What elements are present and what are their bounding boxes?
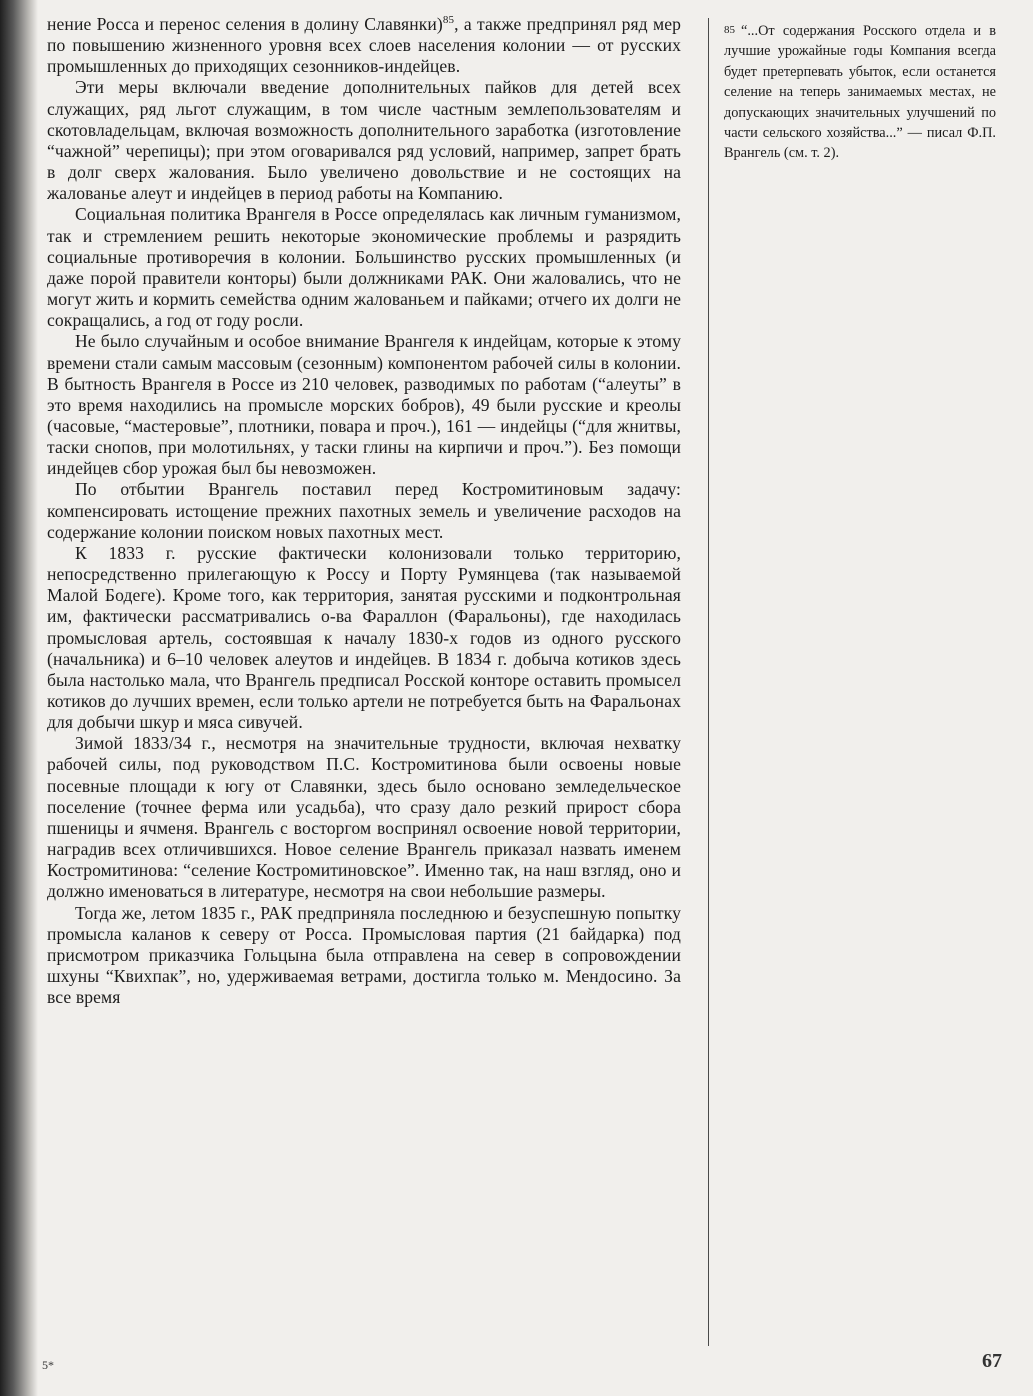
paragraph: Не было случайным и особое внимание Врангеля к индейцам, которые к этому времени стали самым массовым (сезонным) компонентом рабочей силы в колонии. В бытность Врангеля в Россе из 210 человек, разводимых по работам (“алеуты” в это время находились на промысле морских бобров), 49 были русские и креолы (часовые, “мастеровые”, плотники, повара и проч.), 161 — индейцы (“для жнитвы, таски снопов, при молотильнях, у таски глины на кирпичи и проч.”). Без помощи индейцев сбор урожая был бы невозможен. — [47, 331, 681, 479]
column-divider — [708, 18, 709, 1346]
paragraph-text: нение Росса и перенос селения в долину Славянки) — [47, 14, 443, 34]
footnote — [724, 20, 996, 164]
paragraph: Тогда же, летом 1835 г., РАК предприняла последнюю и безуспешную попытку промысла каланов к северу от Росса. Промысловая партия (21 байдарка) под присмотром приказчика Гольцына была отправлена на север в сопровождении шхуны “Квихпак”, но, удерживаемая ветрами, достигла только м. Мендосино. За все время — [47, 902, 681, 1008]
main-text-column — [47, 14, 681, 1008]
footnote-ref: 85 — [442, 14, 455, 27]
paragraph-text-continued: , а также предпринял ряд мер по повышению жизненного уровня всех слоев населения колонии — от русских промышленных до приходящих сезонников-индейцев. — [47, 14, 682, 77]
signature-mark: 5* — [42, 1358, 54, 1372]
page-number: 67 — [982, 1350, 1002, 1372]
paragraph: Социальная политика Врангеля в Россе определялась как личным гуманизмом, так и стремлением решить некоторые экономические проблемы и разрядить социальные противоречия в колонии. Большинство русских промышленных (и даже порой правители конторы) были должниками РАК. Они жаловались, что не могут жить и кормить семейства одним жалованьем и пайками; отчего их долги не сокращались, а год от году росли. — [47, 204, 681, 331]
paragraph — [47, 14, 681, 77]
page-edge-shadow — [0, 0, 38, 1396]
paragraph: Зимой 1833/34 г., несмотря на значительные трудности, включая нехватку рабочей силы, под руководством П.С. Костромитинова были освоены новые посевные площади к югу от Славянки, здесь было основано земледельческое поселение (точнее ферма или усадьба), что сразу дало резкий прирост сбора пшеницы и ячменя. Врангель с восторгом воспринял освоение новой территории, наградив всех отличившихся. Новое селение Врангель приказал назвать именем Костромитинова: “селение Костромитиновское”. Именно так, на наш взгляд, оно и должно именоваться в литературе, несмотря на свои небольшие размеры. — [47, 733, 681, 902]
paragraph: Эти меры включали введение дополнительных пайков для детей всех служащих, ряд льгот служащим, в том числе частным землепользователям и скотовладельцам, включая возможность дополнительного заработка (изготовление “чажной” черепицы); при этом оговаривался ряд условий, например, запрет брать в долг сверх жалования. Было увеличено довольствие и не состоящих на жалованье алеут и индейцев в период работы на Компанию. — [47, 77, 681, 204]
paragraph: По отбытии Врангель поставил перед Костромитиновым задачу: компенсировать истощение прежних пахотных земель и увеличение расходов на содержание колонии поиском новых пахотных мест. — [47, 479, 681, 542]
footnote-text: “...От содержания Росского отдела и в лучшие урожайные годы Компания всегда будет претерпевать убыток, если останется селение на теперь занимаемых местах, не допускающих значительных улучшений по части сельского хозяйства...” — писал Ф.П. Врангель (см. т. 2). — [724, 23, 996, 162]
footnote-number: 85 — [724, 24, 735, 36]
paragraph: К 1833 г. русские фактически колонизовали только территорию, непосредственно прилегающую к Россу и Порту Румянцева (так называемой Малой Бодеге). Кроме того, как территория, занятая русскими и подконтрольная им, фактически рассматривались о-ва Фараллон (Фаральоны), где находилась промысловая артель, состоявшая к началу 1830-х годов из одного русского (начальника) и 6–10 человек алеутов и индейцев. В 1834 г. добыча котиков здесь была настолько мала, что Врангель предписал Росской конторе оставить промысел котиков до лучших времен, если только артели не потребуется быть на Фаральонах для добычи шкур и мяса сивучей. — [47, 542, 681, 733]
